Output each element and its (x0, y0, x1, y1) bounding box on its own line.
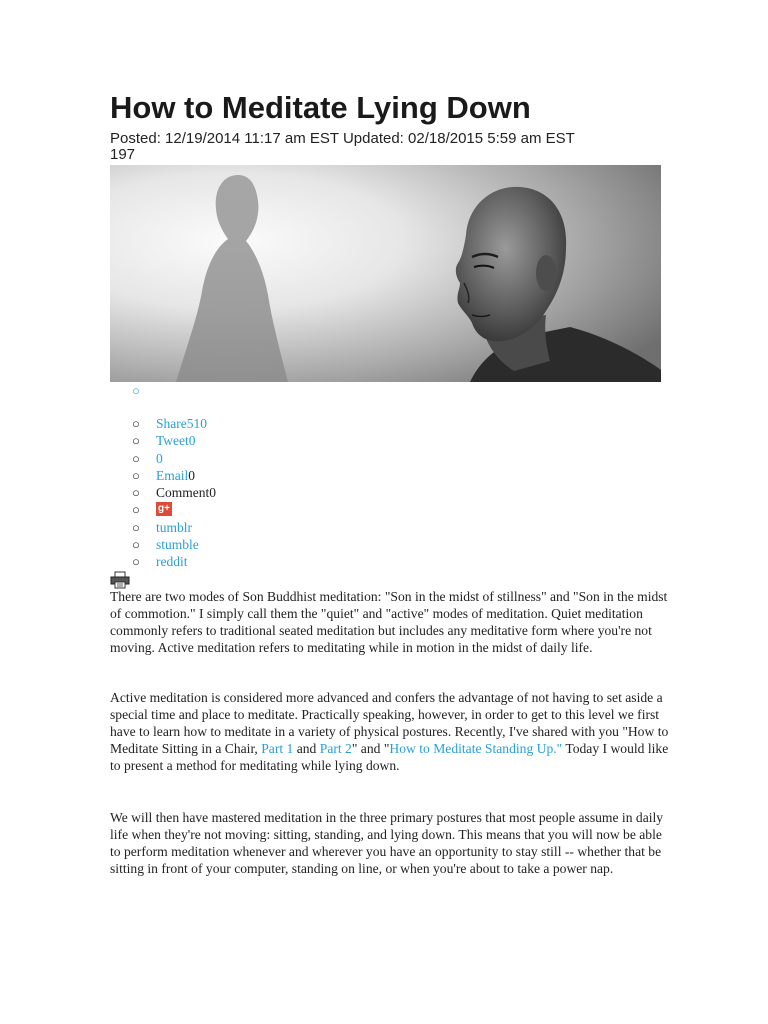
updated-date: 02/18/2015 5:59 am EST (408, 130, 575, 147)
article-meta (110, 131, 670, 163)
email-share (156, 467, 195, 484)
part-2-link[interactable]: Part 2 (319, 741, 352, 756)
facebook-share-link[interactable]: Share510 (156, 416, 207, 431)
bullet-icon: ○ (132, 554, 140, 569)
email-link[interactable]: Email (156, 468, 189, 483)
body-paragraph-1: There are two modes of Son Buddhist meditation: "Son in the midst of stillness" and "Son in the midst of commotion." I simply call them the "quiet" and "active" modes of meditation. Quiet meditation commonly refers to traditional seated meditation but includes any meditative form where you're not moving. Active meditation refers to meditating while in motion in the midst of daily life. (110, 589, 668, 655)
bullet-icon: ○ (132, 520, 140, 535)
bullet-icon: ○ (132, 502, 140, 517)
p2-text-d: Today I would like to present a method for meditating while lying down. (110, 741, 669, 773)
reddit-link[interactable]: reddit (156, 554, 188, 569)
bullet-icon: ○ (132, 468, 140, 483)
bullet-icon: ○ (132, 416, 140, 431)
email-count: 0 (188, 468, 195, 483)
tumblr-link[interactable]: tumblr (156, 520, 192, 535)
body-paragraph-3: We will then have mastered meditation in the three primary postures that most people assume in daily life when they're not moving: sitting, standing, and lying down. This means that you will now be able to perform meditation whenever and wherever you have an opportunity to stay still -- whether that be sitting in front of your computer, standing on line, or when you're about to take a power nap. (110, 810, 664, 876)
tweet-link[interactable]: Tweet0 (156, 433, 196, 448)
bullet-icon: ○ (132, 433, 140, 448)
bullet-icon: ○ (132, 383, 140, 398)
count-link[interactable]: 0 (156, 451, 163, 466)
page-title: How to Meditate Lying Down (110, 90, 531, 125)
p2-text-a: Active meditation is considered more advanced and confers the advantage of not having to set aside a special time and place to meditate. Practically speaking, however, in order to get to this level we first have to learn how to meditate in a variety of physical postures. Recently, I've shared with you "How to Meditate Sitting in a Chair, (110, 690, 669, 756)
p2-text-c: " and " (351, 741, 390, 756)
part-1-link[interactable]: Part 1 (261, 741, 294, 756)
p2-text-b: and (293, 741, 320, 756)
updated-label: Updated: (342, 130, 404, 147)
bullet-icon: ○ (132, 451, 140, 466)
bullet-icon: ○ (132, 537, 140, 552)
posted-label: Posted: (110, 130, 161, 147)
hero-image (110, 165, 661, 382)
stumble-link[interactable]: stumble (156, 537, 199, 552)
body-paragraph-2 (110, 689, 670, 774)
bullet-icon: ○ (132, 485, 140, 500)
comment-count[interactable]: Comment0 (156, 485, 216, 500)
google-plus-icon[interactable]: g+ (156, 502, 172, 516)
view-count: 197 (110, 146, 136, 163)
standing-up-link[interactable]: How to Meditate Standing Up." (389, 741, 563, 756)
posted-date: 12/19/2014 11:17 am EST (165, 130, 339, 147)
